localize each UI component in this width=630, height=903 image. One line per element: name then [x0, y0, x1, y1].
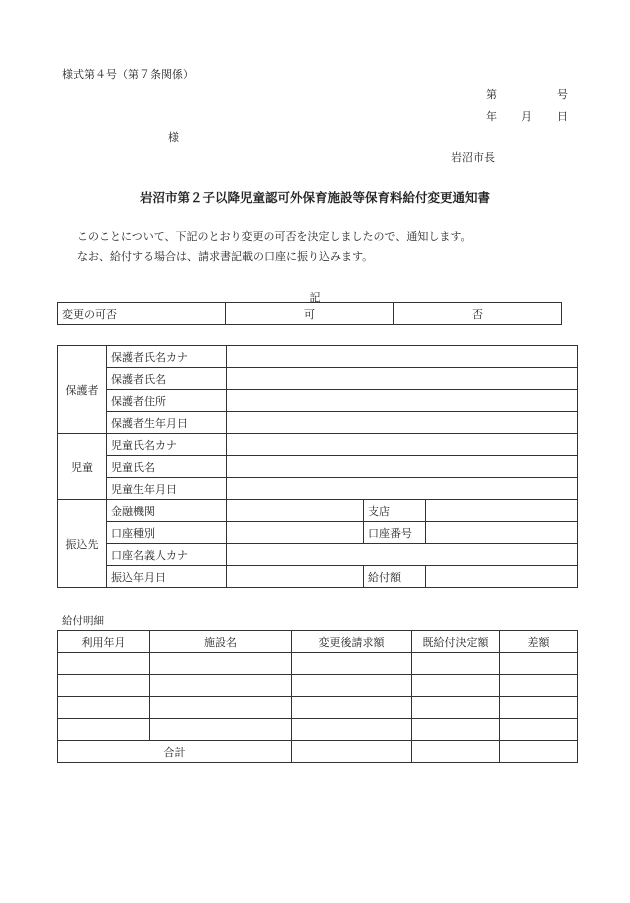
info-table	[57, 345, 578, 588]
account-holder-kana-label: 口座名義人カナ	[107, 544, 227, 566]
guardian-birth-label: 保護者生年月日	[107, 412, 227, 434]
decision-no: 否	[394, 303, 562, 325]
cell	[292, 675, 412, 697]
date-month: 月	[521, 110, 532, 123]
total-row	[58, 741, 578, 763]
doc-number-suffix: 号	[557, 88, 568, 101]
decision-yes: 可	[226, 303, 394, 325]
transfer-date-value	[227, 566, 364, 588]
cell	[500, 653, 578, 675]
guardian-kana-value	[227, 346, 578, 368]
cell	[150, 719, 292, 741]
total-label: 合計	[58, 741, 292, 763]
total-revised-claim	[292, 741, 412, 763]
body-line-1: このことについて、下記のとおり変更の可否を決定しましたので、通知します。	[77, 230, 472, 243]
table-row	[58, 719, 578, 741]
cell	[58, 675, 150, 697]
cell	[412, 697, 500, 719]
payment-amount-value	[426, 566, 578, 588]
table-header-row	[58, 631, 578, 653]
table-row	[58, 456, 578, 478]
guardian-birth-value	[227, 412, 578, 434]
doc-number-prefix: 第	[486, 88, 497, 101]
branch-label: 支店	[364, 500, 426, 522]
guardian-name-label: 保護者氏名	[107, 368, 227, 390]
detail-table	[57, 630, 578, 763]
table-row	[58, 522, 578, 544]
table-row	[58, 390, 578, 412]
child-group-label: 児童	[58, 434, 107, 500]
decision-label: 変更の可否	[58, 303, 226, 325]
body-line-2: なお、給付する場合は、請求書記載の口座に振り込みます。	[77, 250, 374, 263]
cell	[58, 653, 150, 675]
table-row	[58, 500, 578, 522]
table-row	[58, 368, 578, 390]
cell	[58, 697, 150, 719]
guardian-group-label: 保護者	[58, 346, 107, 434]
cell	[292, 653, 412, 675]
bank-value	[227, 500, 364, 522]
cell	[412, 719, 500, 741]
account-type-label: 口座種別	[107, 522, 227, 544]
table-row	[58, 303, 562, 325]
header-difference: 差額	[500, 631, 578, 653]
total-difference	[500, 741, 578, 763]
cell	[150, 675, 292, 697]
detail-caption: 給付明細	[62, 615, 104, 627]
table-row	[58, 346, 578, 368]
header-facility-name: 施設名	[150, 631, 292, 653]
guardian-address-value	[227, 390, 578, 412]
cell	[292, 719, 412, 741]
cell	[58, 719, 150, 741]
child-birth-value	[227, 478, 578, 500]
child-kana-label: 児童氏名カナ	[107, 434, 227, 456]
table-row	[58, 653, 578, 675]
guardian-kana-label: 保護者氏名カナ	[107, 346, 227, 368]
header-usage-month: 利用年月	[58, 631, 150, 653]
child-name-label: 児童氏名	[107, 456, 227, 478]
date-year: 年	[486, 110, 497, 123]
payment-amount-label: 給付額	[364, 566, 426, 588]
child-kana-value	[227, 434, 578, 456]
account-number-label: 口座番号	[364, 522, 426, 544]
table-row	[58, 434, 578, 456]
table-row	[58, 675, 578, 697]
table-row	[58, 544, 578, 566]
account-number-value	[426, 522, 578, 544]
cell	[292, 697, 412, 719]
issuer: 岩沼市長	[451, 151, 495, 164]
guardian-address-label: 保護者住所	[107, 390, 227, 412]
cell	[500, 697, 578, 719]
header-revised-claim: 変更後請求額	[292, 631, 412, 653]
cell	[500, 675, 578, 697]
account-type-value	[227, 522, 364, 544]
branch-value	[426, 500, 578, 522]
ki-label: 記	[309, 291, 321, 304]
cell	[412, 675, 500, 697]
table-row	[58, 478, 578, 500]
cell	[412, 653, 500, 675]
table-row	[58, 697, 578, 719]
table-row	[58, 412, 578, 434]
account-holder-kana-value	[227, 544, 578, 566]
form-number: 様式第４号（第７条関係）	[62, 68, 194, 81]
recipient-suffix: 様	[168, 131, 179, 144]
table-row	[58, 566, 578, 588]
decision-table	[57, 302, 562, 325]
header-decided-amount: 既給付決定額	[412, 631, 500, 653]
cell	[150, 697, 292, 719]
date-day: 日	[557, 110, 568, 123]
page-title: 岩沼市第２子以降児童認可外保育施設等保育料給付変更通知書	[139, 190, 490, 205]
cell	[150, 653, 292, 675]
cell	[500, 719, 578, 741]
transfer-date-label: 振込年月日	[107, 566, 227, 588]
transfer-group-label: 振込先	[58, 500, 107, 588]
child-name-value	[227, 456, 578, 478]
bank-label: 金融機関	[107, 500, 227, 522]
child-birth-label: 児童生年月日	[107, 478, 227, 500]
total-decided-amount	[412, 741, 500, 763]
guardian-name-value	[227, 368, 578, 390]
